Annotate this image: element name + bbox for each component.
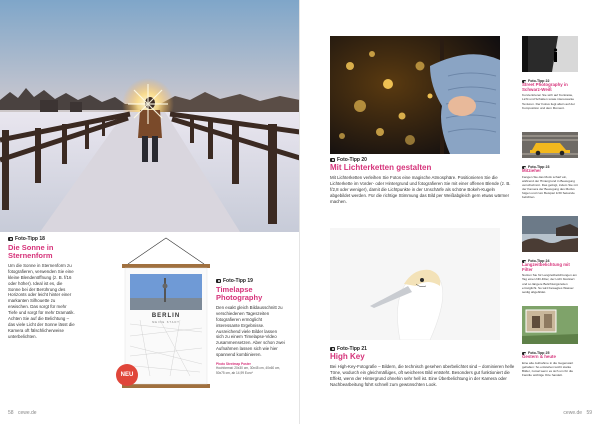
- tip-24-title: Langzeitbelichtung mit Filter: [522, 262, 570, 272]
- sidebar-tip-24: [522, 216, 578, 306]
- hero-photo-winter-sunset: [0, 0, 300, 232]
- tip-19-body: Den exakt gleich Bildausschnitt zu verschiedenen Tageszeiten fotografieren ermöglicht interessante Ergebnisse. Ausreichend viele Bilder lassen sich zu einem Timelapse-Video zusammensetzen. Aber schon zwei Aufnahmen lassen sich wie hier spannend kombinieren.: [216, 304, 285, 358]
- tip-21-label: Foto-Tipp 21: [330, 346, 516, 352]
- tip-25-body: Eine alte Aufnahme in die Gegenwart gehalten: So entstehen leicht starke Bilder, zumal wenn es sich um für die Familie wichtige Orte handelt.: [522, 360, 574, 378]
- tip-24-body: Nutzen Sie für Langzeitbelichtungen am Tag einen ND-Filter, der Licht blockiert und so längere Belichtungszeiten ermöglicht. So wird bewegtes Wasser seidig abgebildet.: [522, 273, 577, 294]
- tip-20-body: Mit Lichterketten verleihen Sie Fotos eine magische Atmosphäre. Positionieren Sie die Lichterkette im Vorder- oder Hintergrund und fotografieren Sie mit einer offenen Blende (z. B. f/2,8 oder weniger), damit die Lichtpunkte in der Unschärfe als schöne Bokeh-Kugeln abgebildet werden. Für die richtige Stimmung das Bild per Weißabgleich gern etwas wärmer machen.: [330, 175, 511, 205]
- tip-22-body: Konzentrieren Sie sich auf Kontraste, Licht und Schatten sowie interessante Texturen. Der Fokus liegt allein auf der Komposition und dem Moment.: [522, 93, 575, 110]
- tip-23-label: Foto-Tipp 23: [522, 165, 578, 169]
- tip-23-body: Fangen Sie das Motiv scharf ein, während der Hintergrund in Bewegung verschwimmt. Das gelingt, indem Sie mit der Kamera der Bewegung des Motivs folgen und zum Beispiel 1/30 Sekunde belichten.: [522, 174, 578, 200]
- photo-fairy-lights: [330, 36, 500, 154]
- sidebar-tip-23: [522, 132, 578, 216]
- tip-19-label: Foto-Tipp 19: [216, 278, 286, 284]
- photo-long-exposure-sea: [522, 216, 578, 252]
- photo-taxi-motion: [522, 132, 578, 158]
- poster-caption-title: Photo Steelmap Poster: [216, 362, 251, 367]
- sidebar-tip-25: [522, 306, 578, 377]
- left-folio: 58 cewe.de: [8, 410, 37, 416]
- tip-18-body: Um die Sonne in Sternenform zu fotografieren, verwenden Sie eine kleine Blendenöffnung (z. B. f/16 oder höher). Ideal ist es, die Sonne bei der Berührung des Horizonts oder leicht hinter einer markanten Silhouette zu erwischen. Das sorgt für mehr Tiefe und sorgt für mehr Dramatik. Achten Sie auf die Belichtung – das viele Licht der Sonne lässt die Kamera oft fälschlicherweise unterbelichten.: [8, 262, 75, 339]
- poster-city: BERLIN: [151, 313, 181, 319]
- tip-20-title: Mit Lichterketten gestalten: [330, 163, 432, 172]
- camera-icon: [330, 158, 335, 162]
- tip-22-title: Street Photography in Schwarz-Weiß: [522, 82, 568, 92]
- tip-18-label: Foto-Tipp 18: [8, 236, 76, 242]
- poster-product: [120, 236, 212, 396]
- sidebar-tip-22: [522, 36, 578, 132]
- tip-25-title: Gestern & heute: [522, 354, 556, 359]
- tip-25-label: Foto-Tipp 25: [522, 351, 578, 355]
- new-badge: NEU: [116, 364, 138, 386]
- camera-icon: [330, 347, 335, 351]
- photo-high-key-gannet: [330, 228, 500, 340]
- right-page: [300, 0, 600, 424]
- camera-icon: [522, 260, 526, 263]
- tip-21-body: Bei High-Key-Fotografie – Bildern, die technisch gesehen überbelichtet sind – dominieren helle Töne, wodurch ein gleichmäßiges, oft weicheres Bild entsteht. Besonders gut funktioniert die Effekt, wenn der Hintergrund ohnehin sehr hell ist. Eine Überbelichtung in der Kamera oder Nachbearbeitung führt schnell zum gewünschten Look.: [330, 364, 515, 388]
- sidebar-tips: [522, 36, 578, 377]
- tip-18-title: Die Sonne in Sternenform: [8, 243, 54, 260]
- photo-street-bw: [522, 36, 578, 72]
- camera-icon: [216, 279, 221, 283]
- poster-caption-text: Hochformat: 20x30 cm, 30x45 cm, 40x60 cm, 50x75 cm, ab 14,99 Euro*: [216, 366, 281, 375]
- tip-20-label: Foto-Tipp 20: [330, 157, 516, 163]
- tip-24-label: Foto-Tipp 24: [522, 259, 578, 263]
- camera-icon: [8, 237, 13, 241]
- tip-19-block: [216, 278, 286, 375]
- tip-20-block: [330, 157, 516, 205]
- right-folio: cewe.de 59: [563, 410, 592, 416]
- tip-18-block: [8, 236, 76, 340]
- tip-19-title: Timelapse Photography: [216, 285, 263, 302]
- camera-icon: [522, 80, 526, 83]
- tip-21-title: High Key: [330, 352, 365, 361]
- photo-then-and-now: [522, 306, 578, 344]
- tip-22-label: Foto-Tipp 22: [522, 79, 578, 83]
- tip-23-title: Mitzieher: [522, 168, 542, 173]
- tip-21-block: [330, 346, 516, 388]
- poster-subtitle: MEINE STADT: [152, 321, 180, 324]
- camera-icon: [522, 166, 526, 169]
- camera-icon: [522, 352, 526, 355]
